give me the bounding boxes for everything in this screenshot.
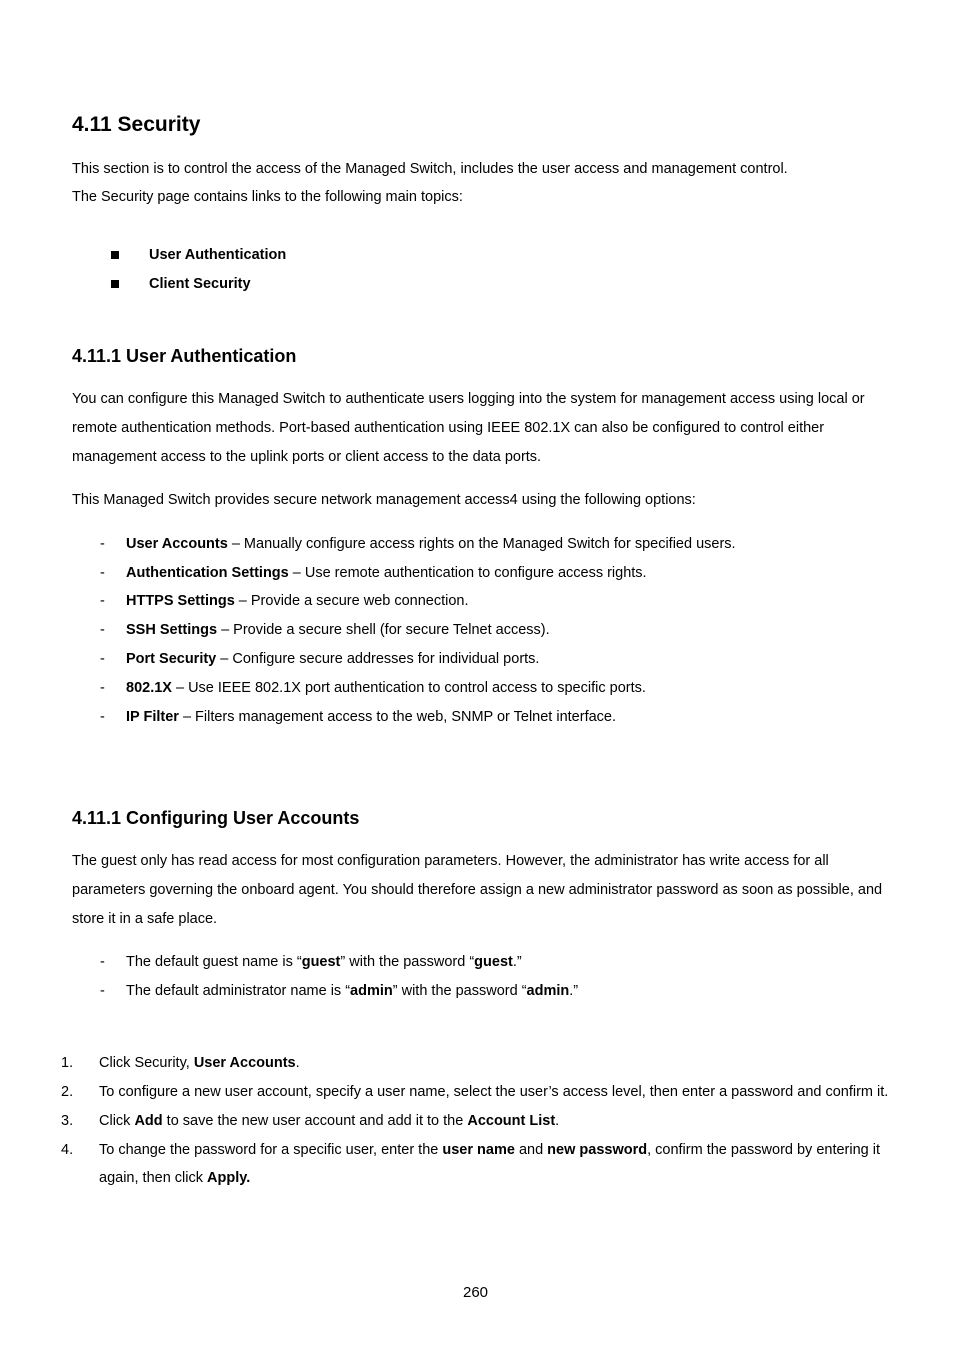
option-desc: – Use remote authentication to configure access rights. [288,565,647,581]
option-desc: – Configure secure addresses for individual ports. [216,651,540,667]
text-run: and [514,1142,548,1158]
text-run: The default guest name is “ [126,954,302,970]
bold-run: user name [442,1142,515,1158]
option-desc: – Provide a secure web connection. [234,593,469,609]
text-run: ” with the password “ [392,983,527,999]
option-term: User Accounts [126,536,228,552]
bold-run: admin [526,983,570,999]
bold-run: Apply. [207,1170,251,1186]
step-number: 1. [61,1055,74,1071]
bullet-square-icon [111,280,119,288]
option-item [126,621,550,639]
step-number: 2. [61,1084,74,1100]
step-number: 4. [61,1142,74,1158]
text-run: The default administrator name is “ [126,983,351,999]
bold-run: new password [547,1142,648,1158]
option-item [126,535,736,553]
default-guest-line [126,953,522,971]
text-run: To change the password for a specific user, enter the [99,1142,443,1158]
option-term: Port Security [126,651,217,667]
dash-bullet: - [100,954,105,970]
subsection-title-configuring-user-accounts: 4.11.1 Configuring User Accounts [72,808,360,828]
option-term: HTTPS Settings [126,593,235,609]
option-term: Authentication Settings [126,565,289,581]
user-accounts-para-line: parameters governing the onboard agent. You should therefore assign a new administrator password as soon as possible, and [72,882,883,898]
text-run: .” [512,954,522,970]
options-intro: This Managed Switch provides secure network management access4 using the following options: [72,492,696,508]
text-run: ” with the password “ [340,954,475,970]
bold-run: guest [474,954,513,970]
bold-run: admin [350,983,393,999]
option-term: IP Filter [126,709,179,725]
dash-bullet: - [100,593,105,609]
option-desc: – Filters management access to the web, SNMP or Telnet interface. [178,709,617,725]
step-1 [99,1054,300,1072]
text-run: .” [569,983,579,999]
option-item [126,592,469,610]
bold-run: Add [134,1113,163,1129]
option-desc: – Use IEEE 802.1X port authentication to control access to specific ports. [171,680,646,696]
option-desc: – Manually configure access rights on the Managed Switch for specified users. [227,536,736,552]
user-accounts-para-line: store it in a safe place. [72,911,218,927]
dash-bullet: - [100,622,105,638]
step-4-line-1 [99,1141,880,1159]
topic-user-authentication: User Authentication [149,247,287,263]
option-item [126,650,539,668]
step-2: To configure a new user account, specify a user name, select the user’s access level, then enter a password and confirm it. [99,1084,889,1100]
bold-run: guest [301,954,341,970]
option-item [126,708,616,726]
subsection-title-user-authentication: 4.11.1 User Authentication [72,346,297,366]
dash-bullet: - [100,651,105,667]
option-item [126,564,647,582]
option-desc: – Provide a secure shell (for secure Telnet access). [217,622,550,638]
intro-line-1: This section is to control the access of the Managed Switch, includes the user access and management control. [72,161,788,177]
user-accounts-para-line: The guest only has read access for most configuration parameters. However, the administrator has write access for all [72,853,829,869]
dash-bullet: - [100,536,105,552]
text-run: again, then click [99,1170,208,1186]
bold-run: User Accounts [193,1055,296,1071]
dash-bullet: - [100,983,105,999]
text-run: , confirm the password by entering it [647,1142,881,1158]
step-3 [99,1112,559,1130]
dash-bullet: - [100,709,105,725]
option-term: SSH Settings [126,622,218,638]
text-run: . [555,1113,560,1129]
step-number: 3. [61,1113,74,1129]
section-title: 4.11 Security [72,113,201,136]
text-run: Click Security, [99,1055,194,1071]
bold-run: Account List [467,1113,556,1129]
dash-bullet: - [100,680,105,696]
topic-client-security: Client Security [149,276,251,292]
page-number: 260 [463,1284,489,1301]
step-4-line-2 [99,1169,250,1187]
text-run: to save the new user account and add it to the [162,1113,468,1129]
bullet-square-icon [111,251,119,259]
intro-line-2: The Security page contains links to the following main topics: [72,189,463,205]
option-item [126,679,646,697]
user-auth-para-line: You can configure this Managed Switch to authenticate users logging into the system for management access using local or [72,391,865,407]
dash-bullet: - [100,565,105,581]
user-auth-para-line: remote authentication methods. Port-based authentication using IEEE 802.1X can also be configured to control either [72,420,825,436]
text-run: Click [99,1113,135,1129]
text-run: . [295,1055,300,1071]
user-auth-para-line: management access to the uplink ports or client access to the data ports. [72,449,542,465]
option-term: 802.1X [126,680,172,696]
default-admin-line [126,982,578,1000]
